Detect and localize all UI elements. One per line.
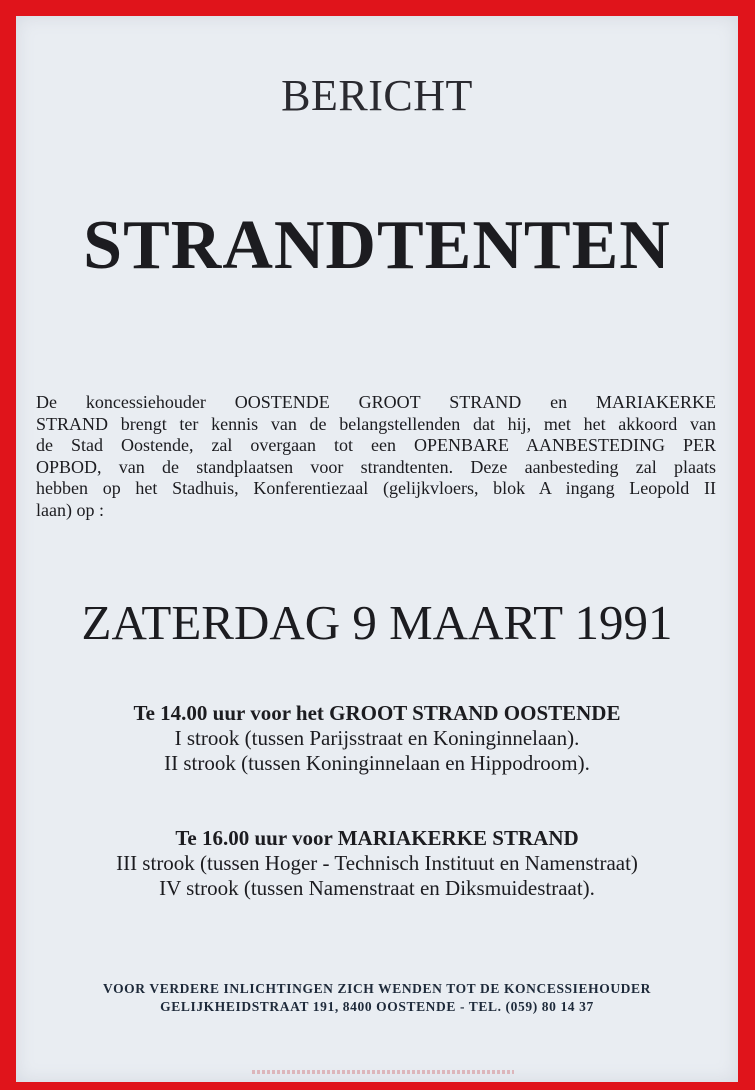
footer-line: GELIJKHEIDSTRAAT 191, 8400 OOSTENDE - TEL. (059) 80 14 37 (160, 999, 594, 1014)
session-line: IV strook (tussen Namenstraat en Diksmuidestraat). (159, 876, 595, 900)
printer-imprint (252, 1070, 514, 1074)
session-line: II strook (tussen Koninginnelaan en Hippodroom). (164, 751, 590, 775)
contact-footer (16, 980, 738, 1016)
intro-line: de Stad Oostende, zal overgaan tot een OPENBARE AANBESTEDING PER (36, 435, 716, 455)
intro-line: laan) op : (36, 499, 104, 520)
intro-line: hebben op het Stadhuis, Konferentiezaal (gelijkvloers, blok A ingang Leopold II (36, 478, 716, 498)
session-groot-strand (16, 701, 738, 776)
intro-line: STRAND brengt ter kennis van de belangstellenden dat hij, met het akkoord van (36, 413, 716, 434)
event-date: ZATERDAG 9 MAART 1991 (81, 595, 673, 650)
poster-header: BERICHT (281, 71, 473, 120)
session-heading: Te 14.00 uur voor het GROOT STRAND OOSTENDE (133, 701, 621, 725)
session-mariakerke (16, 826, 738, 901)
intro-line: OPBOD, van de standplaatsen voor strandtenten. Deze aanbesteding zal plaats (36, 456, 716, 477)
session-heading: Te 16.00 uur voor MARIAKERKE STRAND (175, 826, 579, 850)
poster-sheet (16, 16, 738, 1082)
session-line: I strook (tussen Parijsstraat en Koninginnelaan). (174, 726, 580, 750)
intro-line: De koncessiehouder OOSTENDE GROOT STRAND en MARIAKERKE (36, 392, 716, 412)
session-line: III strook (tussen Hoger - Technisch Instituut en Namenstraat) (116, 851, 638, 875)
footer-line: VOOR VERDERE INLICHTINGEN ZICH WENDEN TOT DE KONCESSIEHOUDER (103, 981, 651, 996)
poster-title: STRANDTENTEN (83, 207, 671, 284)
intro-paragraph (36, 392, 716, 521)
